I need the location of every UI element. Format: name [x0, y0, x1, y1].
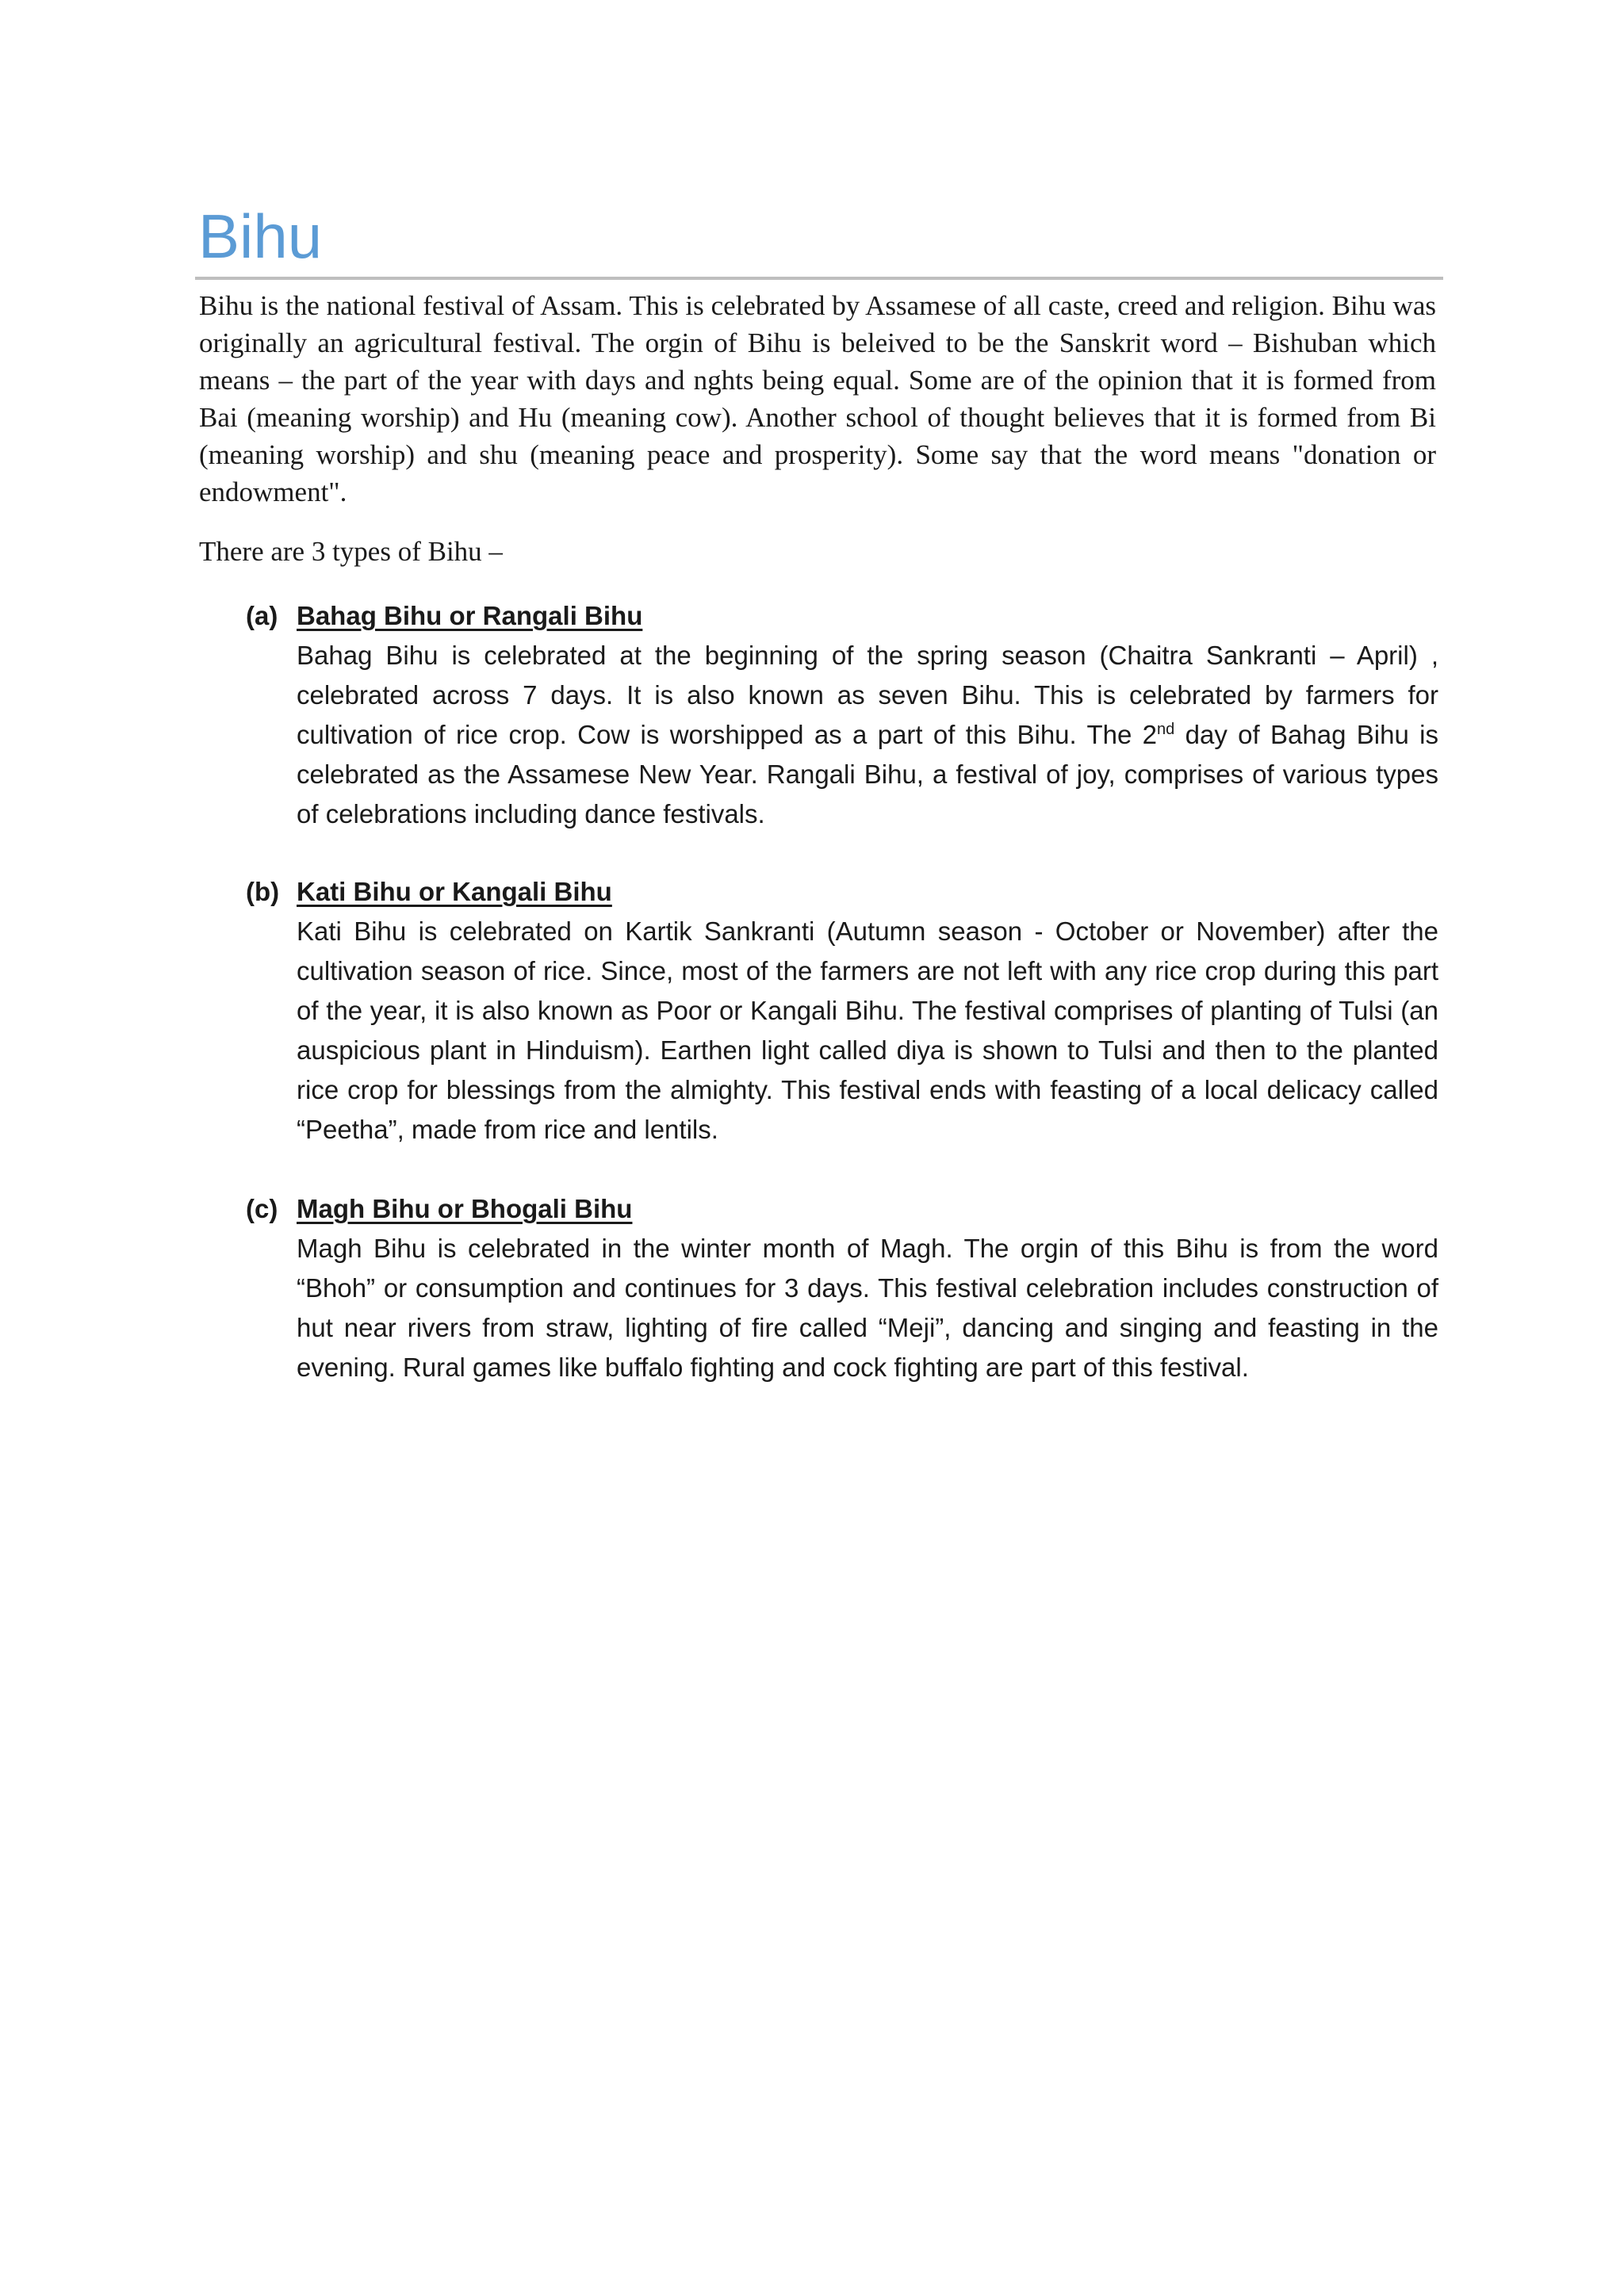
- section-heading: Kati Bihu or Kangali Bihu: [297, 877, 612, 906]
- intro-paragraph: Bihu is the national festival of Assam. This is celebrated by Assamese of all caste, creed and religion. Bihu was originally an agricultural festival. The orgin of Bihu is beleived to be the Sanskrit word – Bishuban which means – the part of the year with days and nghts being equal. Some are of the opinion that it is formed from Bai (meaning worship) and Hu (meaning cow). Another school of thought believes that it is formed from Bi (meaning worship) and shu (meaning peace and prosperity). Some say that the word means "donation or endowment".: [199, 290, 1436, 507]
- section-heading: Magh Bihu or Bhogali Bihu: [297, 1194, 633, 1223]
- document-title: Bihu: [198, 201, 323, 271]
- list-marker: (c): [246, 1194, 278, 1223]
- types-intro-line: There are 3 types of Bihu –: [199, 536, 503, 567]
- section-body-text: Bahag Bihu is celebrated at the beginning of the spring season (Chaitra Sankranti – April) , celebrated across 7 days. It is also known as seven Bihu. This is celebrated by farmers for cultivation of rice crop. Cow is worshipped as a part of this Bihu. The 2: [297, 641, 1438, 749]
- section-body: Kati Bihu is celebrated on Kartik Sankranti (Autumn season - October or November) after the cultivation season of rice. Since, most of the farmers are not left with any rice crop during this part of the year, it is also known as Poor or Kangali Bihu. The festival comprises of planting of Tulsi (an auspicious plant in Hinduism). Earthen light called diya is shown to Tulsi and then to the planted rice crop for blessings from the almighty. This festival ends with feasting of a local delicacy called “Peetha”, made from rice and lentils.: [297, 916, 1438, 1144]
- list-marker: (b): [246, 877, 280, 906]
- section-body: Magh Bihu is celebrated in the winter month of Magh. The orgin of this Bihu is from the word “Bhoh” or consumption and continues for 3 days. This festival celebration includes construction of hut near rivers from straw, lighting of fire called “Meji”, dancing and singing and feasting in the evening. Rural games like buffalo fighting and cock fighting are part of this festival.: [297, 1234, 1438, 1382]
- list-marker: (a): [246, 601, 278, 630]
- ordinal-superscript: nd: [1157, 721, 1175, 738]
- section-heading: Bahag Bihu or Rangali Bihu: [297, 601, 643, 630]
- title-underline-divider: [195, 277, 1443, 280]
- section-body-text: day of Bahag Bihu is celebrated as the Assamese New Year. Rangali Bihu, a festival of joy, comprises of various types of celebrations including dance festivals.: [297, 720, 1439, 828]
- section-body: [297, 636, 1438, 834]
